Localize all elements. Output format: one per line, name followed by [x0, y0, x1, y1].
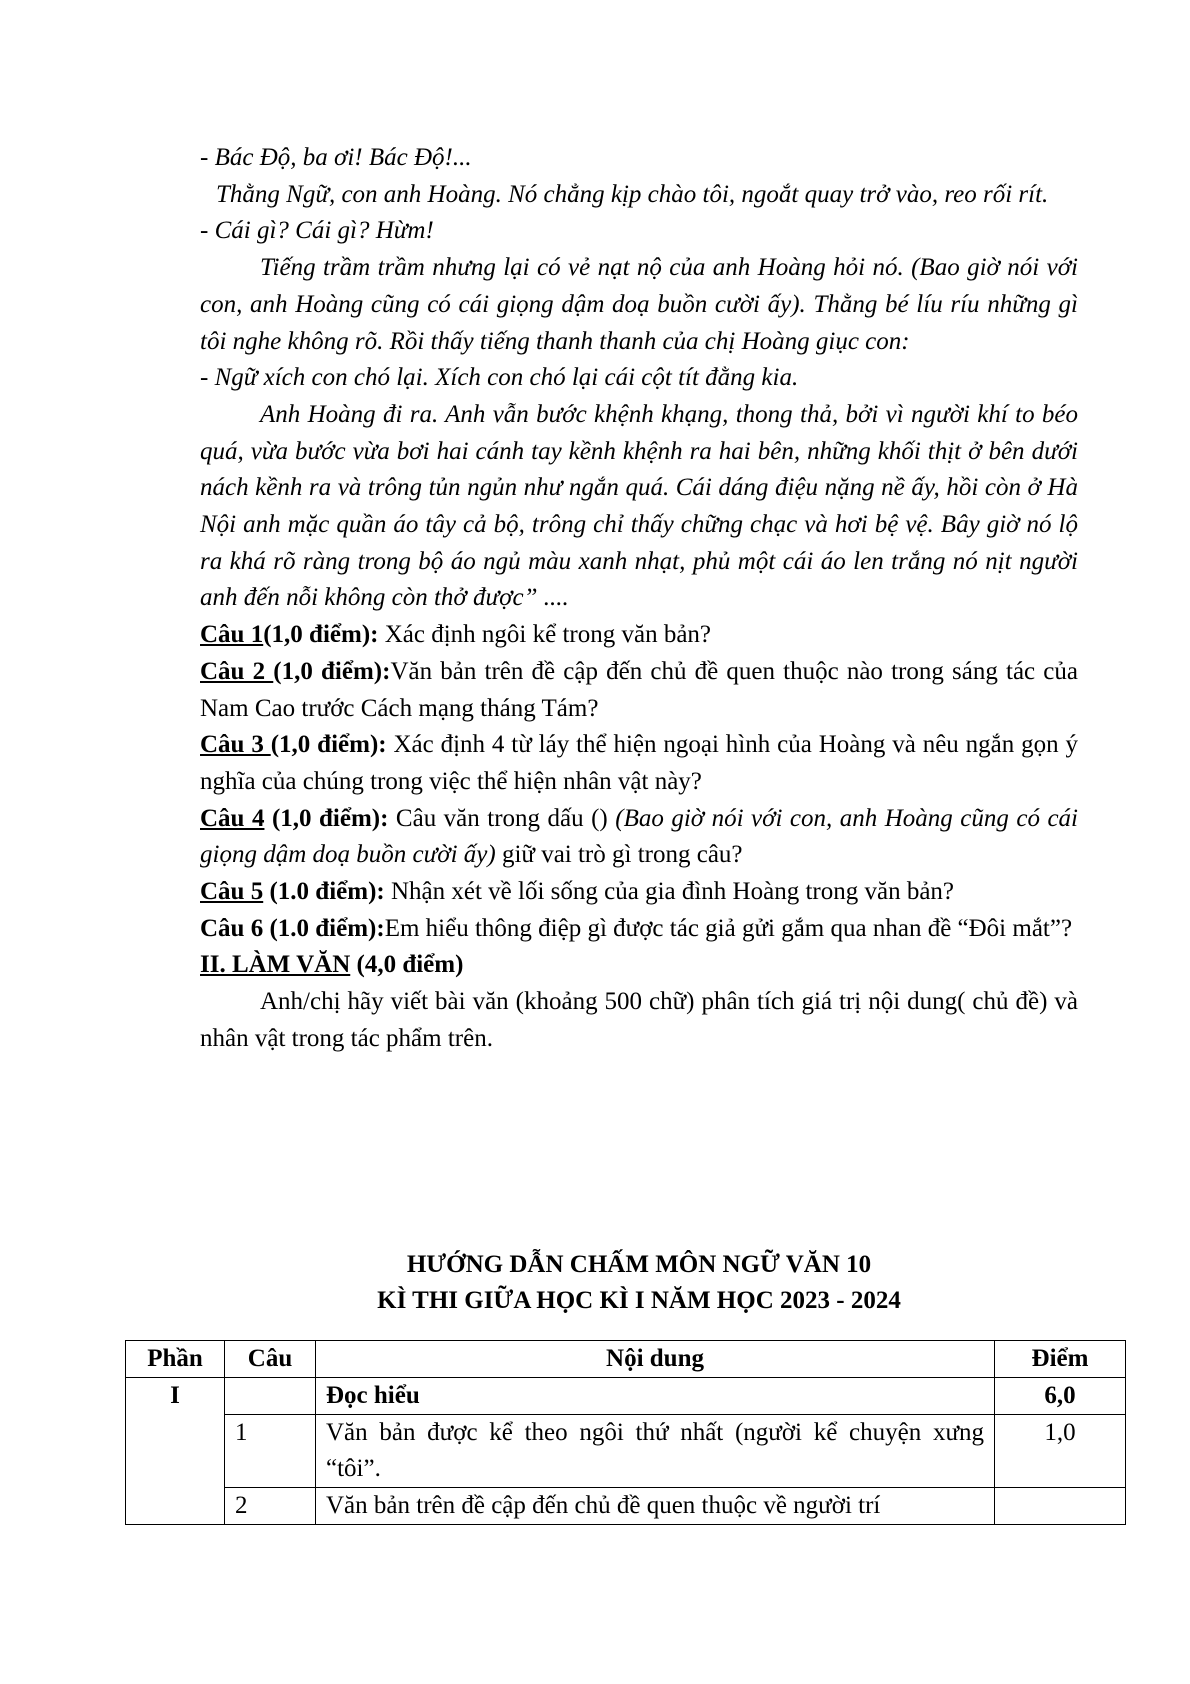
- question-4: [200, 801, 1078, 874]
- question-label: Câu 2: [200, 657, 274, 685]
- question-2: [200, 654, 1078, 727]
- question-label: Câu 5: [200, 878, 264, 906]
- section-title: II. LÀM VĂN: [200, 951, 351, 979]
- question-text: giữ vai trò gì trong câu?: [495, 841, 743, 869]
- table-header-row: [126, 1341, 1126, 1378]
- question-6: [200, 911, 1078, 948]
- passage-line: Thằng Ngữ, con anh Hoàng. Nó chẳng kịp chào tôi, ngoắt quay trở vào, reo rối rít.: [216, 180, 1049, 208]
- question-1: [200, 617, 1078, 654]
- question-points: (1,0 điểm):: [264, 804, 389, 832]
- grading-table: [125, 1340, 1126, 1525]
- exam-text: [200, 140, 1078, 1058]
- question-text: Em hiểu thông điệp gì được tác giả gửi gắm qua nhan đề “Đôi mắt”?: [384, 914, 1073, 942]
- guide-title-line: HƯỚNG DẪN CHẤM MÔN NGỮ VĂN 10: [406, 1251, 872, 1278]
- header-question: Câu: [225, 1341, 316, 1378]
- content-cell: Văn bản trên đề cập đến chủ đề quen thuộc về người trí: [316, 1488, 995, 1525]
- question-text: Xác định 4 từ láy thể hiện ngoại hình của Hoàng và nêu ngắn gọn ý nghĩa của chúng trong việc thể hiện nhân vật này?: [200, 731, 1079, 795]
- question-cell: 2: [225, 1488, 316, 1525]
- passage-line: - Cái gì? Cái gì? Hừm!: [200, 217, 434, 245]
- grading-guide-title: [200, 1247, 1078, 1319]
- question-quote: (Bao giờ nói với con, anh Hoàng cũng có cái giọng dậm doạ buồn cười ấy): [200, 804, 1078, 869]
- question-points: (1,0 điểm):: [263, 621, 379, 649]
- question-text: Văn bản trên đề cập đến chủ đề quen thuộc nào trong sáng tác của Nam Cao trước Cách mạng tháng Tám?: [200, 657, 1078, 722]
- passage-line: Tiếng trầm trầm nhưng lại có vẻ nạt nộ của anh Hoàng hỏi nó. (Bao giờ nói với con, anh Hoàng cũng có cái giọng dậm doạ buồn cười ấy). Thằng bé líu ríu những gì tôi nghe không rõ. Rồi thấy tiếng thanh thanh của chị Hoàng giục con:: [200, 254, 1078, 355]
- question-text: Câu văn trong dấu (): [388, 804, 616, 832]
- question-points: (1,0 điểm):: [273, 657, 391, 685]
- score-cell: 1,0: [995, 1415, 1126, 1488]
- section-points: (4,0 điểm): [350, 951, 464, 979]
- question-points: (1,0 điểm):: [270, 731, 387, 759]
- question-5: [200, 874, 1078, 911]
- header-part: Phần: [126, 1341, 225, 1378]
- section-2-prompt: Anh/chị hãy viết bài văn (khoảng 500 chữ) phân tích giá trị nội dung( chủ đề) và nhân vật trong tác phẩm trên.: [200, 988, 1078, 1052]
- table-row: [126, 1378, 1126, 1415]
- header-score: Điểm: [995, 1341, 1126, 1378]
- content-cell: Văn bản được kể theo ngôi thứ nhất (người kể chuyện xưng “tôi”.: [316, 1415, 995, 1488]
- table-row: [126, 1415, 1126, 1488]
- table-row: [126, 1488, 1126, 1525]
- part-cell: I: [126, 1378, 225, 1525]
- question-text: Xác định ngôi kể trong văn bản?: [378, 621, 712, 649]
- question-label: Câu 3: [200, 731, 271, 759]
- question-text: Nhận xét về lối sống của gia đình Hoàng trong văn bản?: [384, 878, 955, 906]
- guide-title-line: KÌ THI GIỮA HỌC KÌ I NĂM HỌC 2023 - 2024: [377, 1287, 901, 1314]
- question-cell: 1: [225, 1415, 316, 1488]
- score-cell: [995, 1488, 1126, 1525]
- section-2-heading: [200, 947, 1078, 984]
- question-label: Câu 4: [200, 804, 265, 832]
- question-label: Câu 1: [200, 621, 264, 649]
- question-points: (1.0 điểm):: [263, 878, 385, 906]
- passage-line: Anh Hoàng đi ra. Anh vẫn bước khệnh khạng, thong thả, bởi vì người khí to béo quá, vừa bước vừa bơi hai cánh tay kềnh khệnh ra hai bên, những khối thịt ở bên dưới nách kềnh ra và trông tủn ngủn như ngắn quá. Cái dáng điệu nặng nề ấy, hồi còn ở Hà Nội anh mặc quần áo tây cả bộ, trông chỉ thấy chững chạc và hơi bệ vệ. Bây giờ nó lộ ra khá rõ ràng trong bộ áo ngủ màu xanh nhạt, phủ một cái áo len trắng nó nịt người anh đến nỗi không còn thở được” ....: [200, 400, 1078, 612]
- content-cell: Đọc hiểu: [316, 1378, 995, 1415]
- score-cell: 6,0: [995, 1378, 1126, 1415]
- question-cell: [225, 1378, 316, 1415]
- passage-line: - Ngữ xích con chó lại. Xích con chó lại cái cột tít đằng kia.: [200, 364, 799, 392]
- question-label: Câu 6 (1.0 điểm):: [200, 914, 385, 942]
- question-3: [200, 727, 1078, 800]
- passage-line: - Bác Độ, ba ơi! Bác Độ!...: [200, 144, 472, 171]
- header-content: Nội dung: [316, 1341, 995, 1378]
